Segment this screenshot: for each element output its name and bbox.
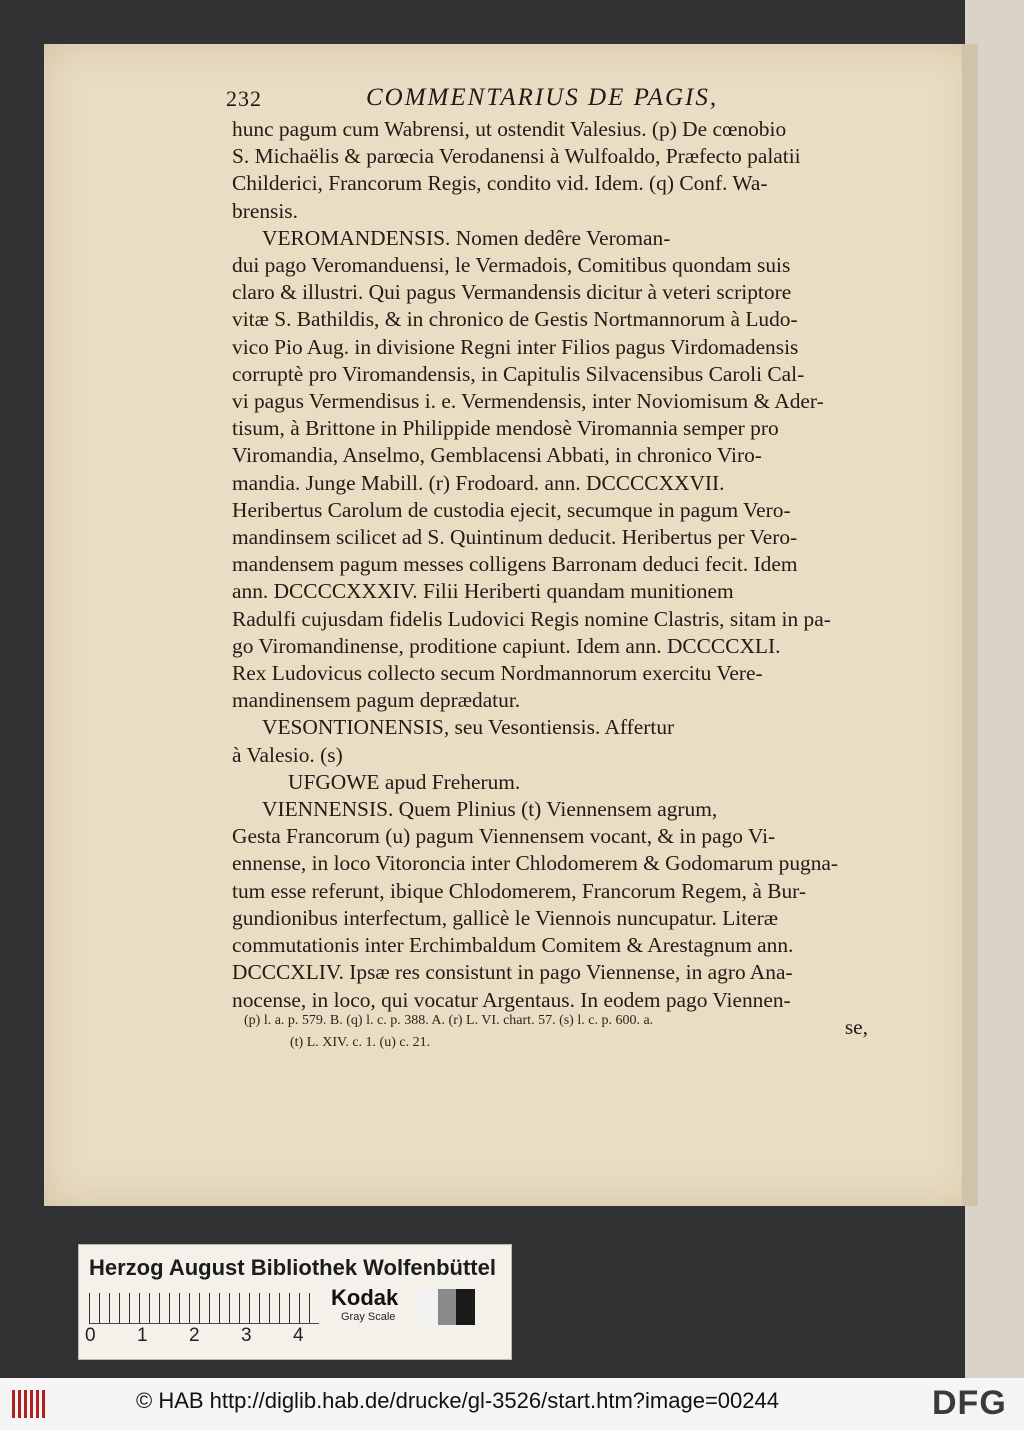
ruler-number: 3	[241, 1325, 252, 1346]
hab-logo-icon	[12, 1390, 46, 1418]
text-line: ennense, in loco Vitoroncia inter Chlodomerem & Godomarum pugna-	[232, 851, 839, 876]
text-line: hunc pagum cum Wabrensi, ut ostendit Valesius. (p) De cœnobio	[232, 117, 787, 141]
kodak-logo: Kodak	[331, 1285, 399, 1310]
text-line: tum esse referunt, ibique Chlodomerem, Francorum Regem, à Bur-	[232, 878, 806, 903]
ruler-number: 4	[293, 1325, 304, 1346]
footer-bar	[0, 1378, 1024, 1430]
entry-heading-viennensis: VIENNENSIS. Quem Plinius (t) Viennensem agrum,	[262, 797, 718, 822]
ruler-number: 1	[137, 1325, 148, 1346]
library-color-card	[78, 1244, 512, 1360]
text-line: à Valesio. (s)	[232, 742, 343, 767]
text-line: mandia. Junge Mabill. (r) Frodoard. ann. DCCCCXXVII.	[232, 470, 725, 495]
library-name: Herzog August Bibliothek Wolfenbüttel	[89, 1255, 496, 1280]
text-line: Heribertus Carolum de custodia ejecit, secumque in pagum Vero-	[232, 497, 791, 522]
footnotes	[244, 1010, 884, 1054]
text-line: vi pagus Vermendisus i. e. Vermendensis, inter Noviomisum & Ader-	[232, 389, 824, 414]
text-line: mandinensem pagum deprædatur.	[232, 688, 521, 713]
text-line: tisum, à Brittone in Philippide mendosè Viromannia semper pro	[232, 416, 779, 441]
text-line: Viromandia, Anselmo, Gemblacensi Abbati, in chronico Viro-	[232, 443, 762, 468]
text-line: brensis.	[232, 198, 298, 223]
catchword: se,	[844, 1014, 868, 1039]
text-line: vitæ S. Bathildis, & in chronico de Gestis Nortmannorum à Ludo-	[232, 307, 798, 332]
dfg-logo: DFG	[932, 1384, 1007, 1422]
entry-heading-veromandensis: VEROMANDENSIS. Nomen dedêre Veroman-	[262, 225, 671, 250]
gray-scale-label: Gray Scale	[341, 1311, 396, 1323]
page-number: 232	[226, 86, 262, 111]
text-line: S. Michaëlis & parœcia Verodanensi à Wulfoaldo, Præfecto palatii	[232, 144, 801, 169]
copyright-link[interactable]: © HAB http://diglib.hab.de/drucke/gl-3526/start.htm?image=00244	[136, 1388, 779, 1413]
text-line: Gesta Francorum (u) pagum Viennensem vocant, & in pago Vi-	[232, 824, 776, 849]
text-line: ann. DCCCCXXXIV. Filii Heriberti quandam munitionem	[232, 579, 734, 604]
gray-swatch	[438, 1289, 457, 1325]
text-line: commutationis inter Erchimbaldum Comitem & Arestagnum ann.	[232, 933, 794, 958]
page-header	[226, 84, 786, 118]
ruler-scale	[89, 1293, 319, 1324]
footnote-line: (p) l. a. p. 579. B. (q) l. c. p. 388. A. (r) L. VI. chart. 57. (s) l. c. p. 600. a.	[244, 1013, 654, 1028]
text-line: corruptè pro Viromandensis, in Capitulis Silvacensibus Caroli Cal-	[232, 361, 805, 386]
entry-heading-vesontionensis: VESONTIONENSIS, seu Vesontiensis. Affertur	[262, 715, 675, 740]
ruler-number: 2	[189, 1325, 200, 1346]
text-line: mandinsem scilicet ad S. Quintinum deducit. Heribertus per Vero-	[232, 525, 798, 550]
running-title: COMMENTARIUS DE PAGIS,	[366, 84, 719, 111]
text-line: gundionibus interfectum, gallicè le Viennois nuncupatur. Literæ	[232, 905, 779, 930]
gray-swatches	[419, 1289, 475, 1325]
text-line: go Viromandinense, proditione capiunt. Idem ann. DCCCCXLI.	[232, 633, 781, 658]
text-line: claro & illustri. Qui pagus Vermandensis dicitur à veteri scriptore	[232, 280, 792, 305]
text-line: Childerici, Francorum Regis, condito vid. Idem. (q) Conf. Wa-	[232, 171, 768, 196]
page-edge	[962, 44, 978, 1206]
footnote-line: (t) L. XIV. c. 1. (u) c. 21.	[290, 1035, 431, 1050]
text-line: Rex Ludovicus collecto secum Nordmannorum exercitu Vere-	[232, 661, 763, 686]
text-line: nocense, in loco, qui vocatur Argentaus. In eodem pago Viennen-	[232, 987, 791, 1012]
gray-swatch	[456, 1289, 475, 1325]
gray-swatch	[419, 1289, 438, 1325]
entry-heading-ufgowe: UFGOWE apud Freherum.	[288, 769, 521, 794]
text-line: DCCCXLIV. Ipsæ res consistunt in pago Viennense, in agro Ana-	[232, 960, 793, 985]
text-line: vico Pio Aug. in divisione Regni inter Filios pagus Virdomadensis	[232, 334, 799, 359]
text-line: dui pago Veromanduensi, le Vermadois, Comitibus quondam suis	[232, 253, 791, 278]
page-body	[232, 116, 868, 1041]
ruler-number: 0	[85, 1325, 96, 1346]
text-line: mandensem pagum messes colligens Barronam deduci fecit. Idem	[232, 552, 798, 577]
text-line: Radulfi cujusdam fidelis Ludovici Regis nomine Clastris, sitam in pa-	[232, 606, 831, 631]
